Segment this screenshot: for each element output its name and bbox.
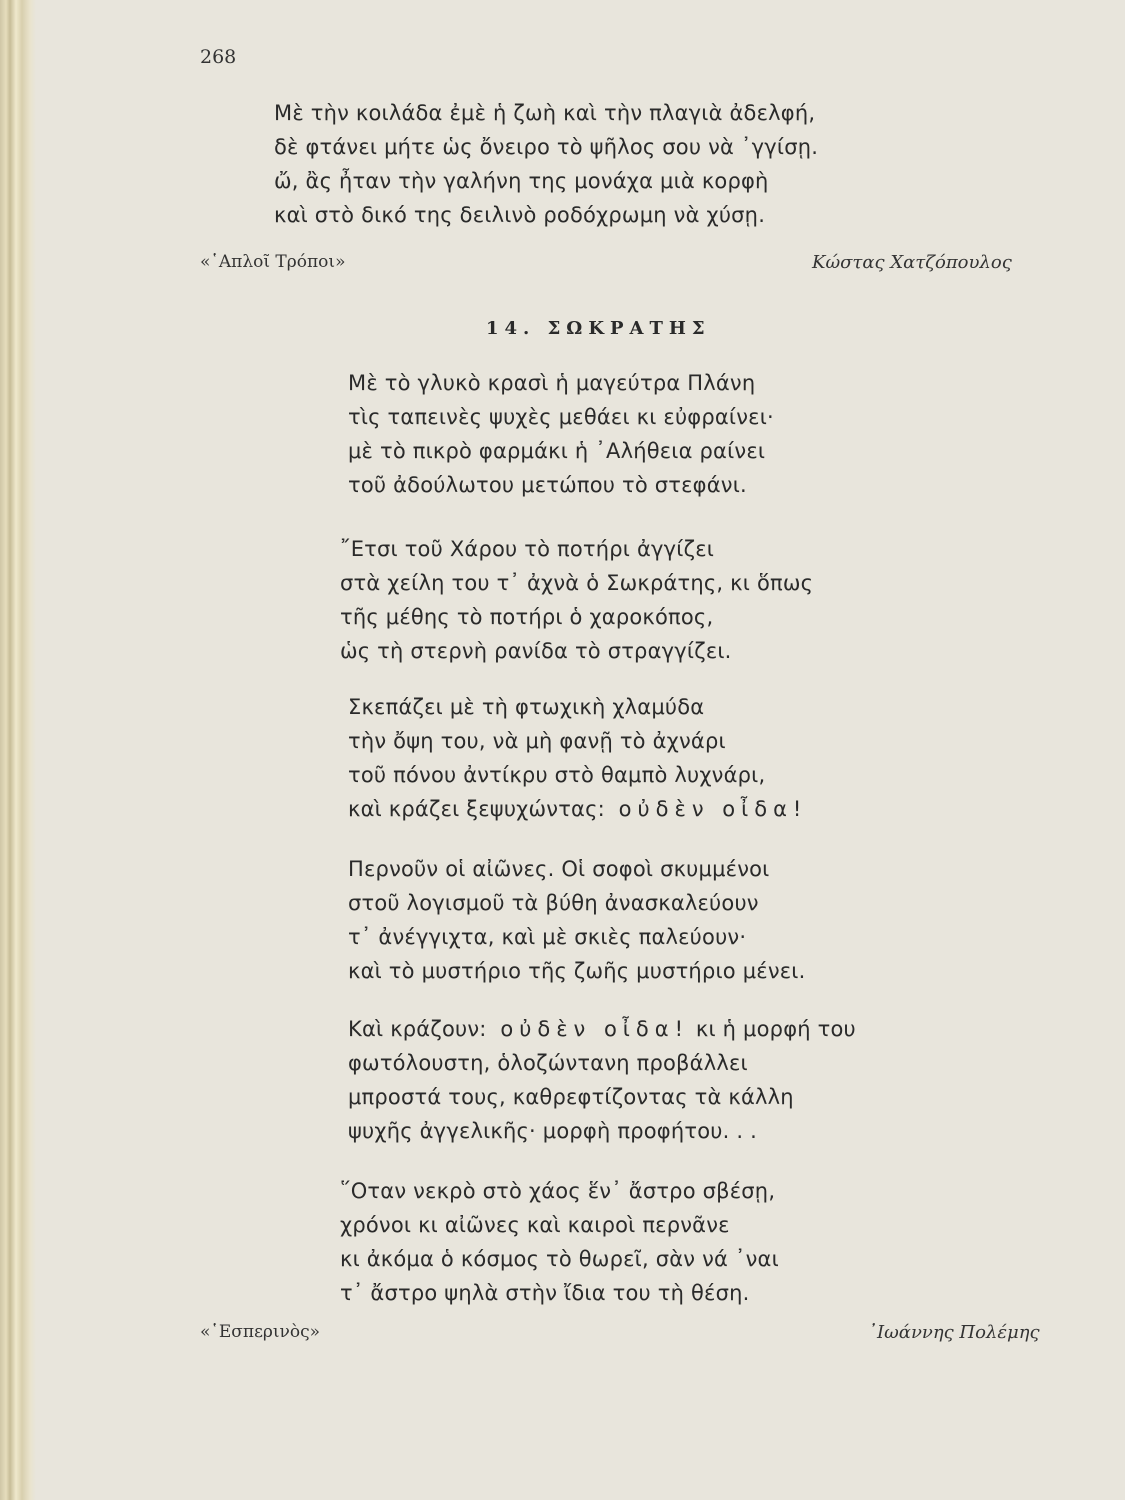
- poem-author: ᾿Ιωάννης Πολέμης: [868, 1322, 1040, 1343]
- poem-line: Σκεπάζει μὲ τὴ φτωχικὴ χλαμύδα: [348, 695, 705, 719]
- book-page-edge: [0, 0, 36, 1500]
- poem-line-text: καὶ κράζει ξεψυχώντας:: [348, 797, 605, 821]
- poem-title: 14. ΣΩΚΡΑΤΗΣ: [486, 318, 711, 339]
- poem-line: μπροστά τους, καθρεφτίζοντας τὰ κάλλη: [348, 1085, 794, 1109]
- poem-stanza-3: [348, 690, 807, 826]
- book-page: [36, 0, 1125, 1500]
- poem-line: στοῦ λογισμοῦ τὰ βύθη ἀνασκαλεύουν: [348, 891, 759, 915]
- poem-line: τῆς μέθης τὸ ποτήρι ὁ χαροκόπος,: [340, 605, 714, 629]
- poem-line: τ᾿ ἄστρο ψηλὰ στὴν ἴδια του τὴ θέση.: [340, 1281, 750, 1305]
- poem-line: τ᾿ ἀνέγγιχτα, καὶ μὲ σκιὲς παλεύουν·: [348, 925, 747, 949]
- poem-line: Περνοῦν οἱ αἰῶνες. Οἱ σοφοὶ σκυμμένοι: [348, 857, 770, 881]
- poem-line: Μὲ τὸ γλυκὸ κρασὶ ἡ μαγεύτρα Πλάνη: [348, 371, 756, 395]
- prev-poem-author: Κώστας Χατζόπουλος: [812, 252, 1012, 273]
- poem-line-text: Καὶ κράζουν:: [348, 1017, 487, 1041]
- poem-line: [348, 792, 807, 826]
- poem-line: [348, 1012, 856, 1046]
- poem-line: ὤ, ἂς ἦταν τὴν γαλήνη της μονάχα μιὰ κορφὴ: [274, 169, 769, 193]
- poem-line: ῎Ετσι τοῦ Χάρου τὸ ποτήρι ἀγγίζει: [340, 537, 715, 561]
- poem-line: τοῦ πόνου ἀντίκρυ στὸ θαμπὸ λυχνάρι,: [348, 763, 766, 787]
- poem-line: κι ἀκόμα ὁ κόσμος τὸ θωρεῖ, σὰν νά ᾿ναι: [340, 1247, 779, 1271]
- poem-line: τοῦ ἀδούλωτου μετώπου τὸ στεφάνι.: [348, 473, 747, 497]
- poem-line: φωτόλουστη, ὁλοζώντανη προβάλλει: [348, 1051, 748, 1075]
- poem-line-tail: κι ἡ μορφή του: [695, 1017, 856, 1041]
- poem-line: καὶ στὸ δικό της δειλινὸ ροδόχρωμη νὰ χύσῃ.: [274, 203, 766, 227]
- poem-stanza-1: [348, 366, 774, 502]
- poem-line: μὲ τὸ πικρὸ φαρμάκι ἡ ᾿Αλήθεια ραίνει: [348, 439, 766, 463]
- spaced-phrase: οὐδὲν οἶδα!: [618, 797, 808, 821]
- poem-line: δὲ φτάνει μήτε ὡς ὄνειρο τὸ ψῆλος σου νὰ ᾿γγίσῃ.: [274, 135, 819, 159]
- poem-line: Μὲ τὴν κοιλάδα ἐμὲ ἡ ζωὴ καὶ τὴν πλαγιὰ ἀδελφή,: [274, 101, 816, 125]
- poem-line: στὰ χείλη του τ᾿ ἀχνὰ ὁ Σωκράτης, κι ὅπως: [340, 571, 814, 595]
- poem-stanza-2: [340, 532, 813, 668]
- poem-line: ψυχῆς ἀγγελικῆς· μορφὴ προφήτου. . .: [348, 1119, 757, 1143]
- poem-stanza-5: [348, 1012, 856, 1148]
- poem-stanza-6: [340, 1174, 779, 1310]
- spaced-phrase: οὐδὲν οἶδα!: [500, 1017, 690, 1041]
- prev-poem-stanza: [274, 96, 818, 232]
- page-number: 268: [200, 46, 237, 68]
- poem-stanza-4: [348, 852, 805, 988]
- poem-line: καὶ τὸ μυστήριο τῆς ζωῆς μυστήριο μένει.: [348, 959, 806, 983]
- poem-source: «῾Εσπερινὸς»: [200, 1322, 321, 1342]
- poem-line: τὶς ταπεινὲς ψυχὲς μεθάει κι εὐφραίνει·: [348, 405, 774, 429]
- poem-line: ῞Οταν νεκρὸ στὸ χάος ἕν᾿ ἄστρο σβέσῃ,: [340, 1179, 776, 1203]
- poem-line: χρόνοι κι αἰῶνες καὶ καιροὶ περνᾶνε: [340, 1213, 730, 1237]
- prev-poem-source: «῾Απλοῖ Τρόποι»: [200, 252, 346, 272]
- poem-line: ὡς τὴ στερνὴ ρανίδα τὸ στραγγίζει.: [340, 639, 732, 663]
- poem-line: τὴν ὄψη του, νὰ μὴ φανῇ τὸ ἀχνάρι: [348, 729, 726, 753]
